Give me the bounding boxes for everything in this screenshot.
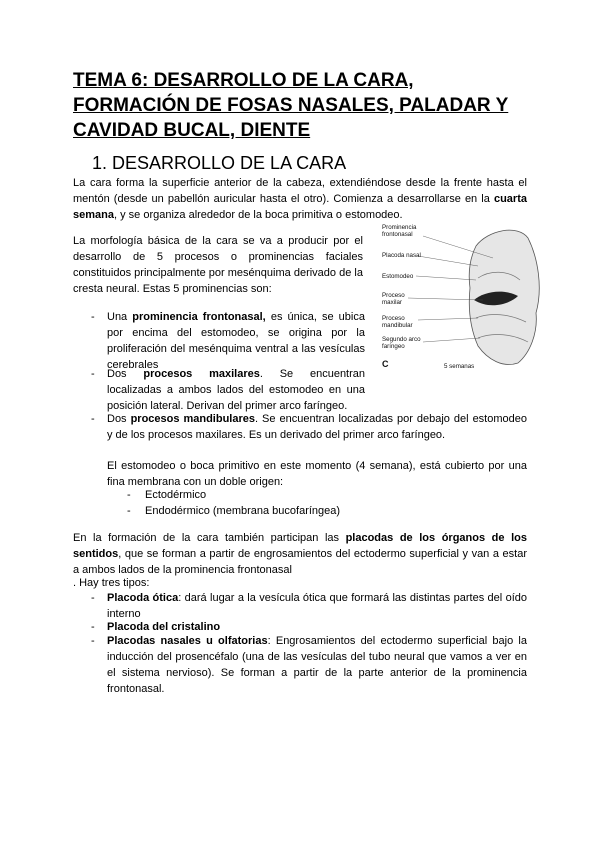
list-bullet: - <box>127 505 131 517</box>
placodes-paragraph: En la formación de la cara también participan las placodas de los órganos de los sentidos, que se forman a partir de engrosamientos del ectodermo superficial y van a estar a ambos lados de la prominencia frontonasal <box>73 532 527 576</box>
figure-caption: 5 semanas <box>444 363 475 370</box>
list-item: Una prominencia frontonasal, es única, se ubica por encima del estomodeo, se origina por la proliferación del mesénquima ventral a las vesículas cerebrales <box>107 311 365 371</box>
list-item: Endodérmico (membrana bucofaríngea) <box>145 505 341 517</box>
page-title: TEMA 6: DESARROLLO DE LA CARA, FORMACIÓN DE FOSAS NASALES, PALADAR Y CAVIDAD BUCAL, DIENTE <box>73 70 509 141</box>
list-bullet: - <box>91 413 95 425</box>
list-bullet: - <box>91 621 95 633</box>
figure-label: Placoda nasal <box>382 252 421 259</box>
list-bullet: - <box>91 311 95 323</box>
list-item: Placodas nasales u olfatorias: Engrosamientos del ectodermo superficial bajo la inducción del prosencéfalo (una de las vesículas del tubo neural que vamos a ver en el sistema nervioso). Se forman a partir de la parte anterior de la prominencia frontonasal. <box>107 635 527 695</box>
embryo-face-figure <box>378 218 556 373</box>
intro-paragraph-1: La cara forma la superficie anterior de la cabeza, extendiéndose desde la frente hasta el mentón (desde un pabellón auricular hasta el otro). Comienza a desarrollarse en la cuarta semana, y se organiza alrededor de la boca primitiva o estomodeo. <box>73 177 527 221</box>
figure-panel-letter: C <box>382 359 389 369</box>
figure-label: Proceso mandibular <box>382 315 413 329</box>
section-heading: 1. DESARROLLO DE LA CARA <box>92 153 347 173</box>
list-item: Ectodérmico <box>145 489 207 501</box>
list-bullet: - <box>91 635 95 647</box>
list-item: Dos procesos maxilares. Se encuentran localizadas a ambos lados del estomodeo en una posición lateral. Derivan del primer arco faríngeo. <box>107 368 366 412</box>
intro-paragraph-2: La morfología básica de la cara se va a producir por el desarrollo de 5 procesos o prominencias faciales constituidos principalmente por mesénquima derivado de la cresta neural. Estas 5 prominencias son: <box>73 235 363 295</box>
list-bullet: - <box>91 368 95 380</box>
figure-label: Estomodeo <box>382 273 414 280</box>
list-item: Placoda del cristalino <box>107 621 221 633</box>
placodes-types: . Hay tres tipos: <box>73 577 150 589</box>
figure-label: Segundo arco faríngeo <box>382 336 421 350</box>
list-bullet: - <box>127 489 131 501</box>
list-bullet: - <box>91 592 95 604</box>
stomodeum-paragraph: El estomodeo o boca primitivo en este momento (4 semana), está cubierto por una fina membrana con un doble origen: <box>107 460 527 488</box>
figure-label: Prominencia frontonasal <box>382 224 417 238</box>
list-item: Placoda ótica: dará lugar a la vesícula ótica que formará las distintas partes del oído interno <box>107 592 527 620</box>
list-item: Dos procesos mandibulares. Se encuentran localizadas por debajo del estomodeo y de los procesos maxilares. Es un derivado del primer arco faríngeo. <box>107 413 527 441</box>
figure-label: Proceso maxilar <box>382 292 405 306</box>
